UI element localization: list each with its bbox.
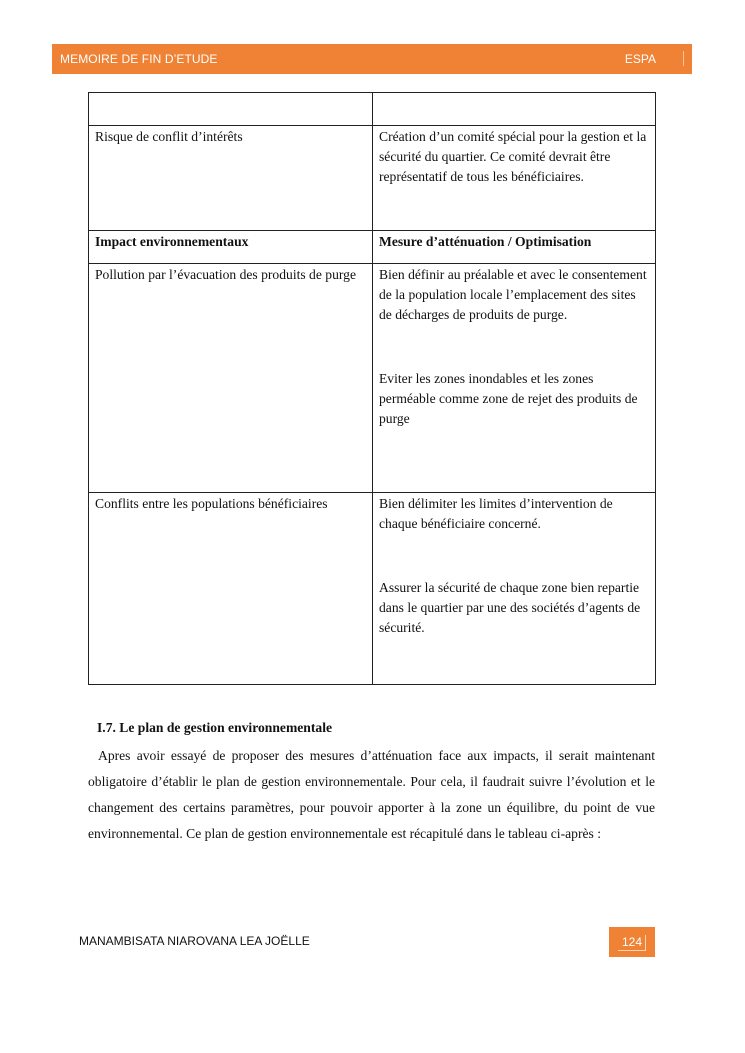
footer-author: MANAMBISATA NIAROVANA LEA JOËLLE [79, 934, 310, 948]
measure-paragraph: Bien définir au préalable et avec le consentement de la population locale l’emplacement des sites de décharges de produits de purge. [379, 267, 647, 322]
section-title: I.7. Le plan de gestion environnementale [97, 720, 333, 735]
page-number-box [609, 927, 655, 957]
table-cell-measure [373, 264, 656, 493]
table-row [89, 493, 656, 685]
measure-paragraph: Eviter les zones inondables et les zones perméable comme zone de rejet des produits de purge [379, 371, 638, 426]
table-row [89, 264, 656, 493]
mitigation-table [88, 92, 656, 685]
page-number: 124 [618, 935, 646, 951]
measure-paragraph: Bien délimiter les limites d’intervention de chaque bénéficiaire concerné. [379, 496, 613, 531]
table-row [89, 126, 656, 231]
table-cell-impact [89, 93, 373, 126]
table-cell-measure [373, 93, 656, 126]
table-cell-impact: Conflits entre les populations bénéficiaires [89, 493, 373, 685]
table-header-row [89, 231, 656, 264]
header-school: ESPA [624, 52, 656, 66]
table-header-impact: Impact environnementaux [89, 231, 373, 264]
header-divider [683, 51, 684, 66]
section-body: Apres avoir essayé de proposer des mesures d’atténuation face aux impacts, il serait maintenant obligatoire d’établir le plan de gestion environnementale. Pour cela, il faudrait suivre l’évolution et le changement des certains paramètres, pour pouvoir apporter à la zone un équilibre, du point de vue environnemental. Ce plan de gestion environnementale est récapitulé dans le tableau ci-après : [88, 748, 655, 841]
table-cell-measure [373, 493, 656, 685]
header-title: MEMOIRE DE FIN D’ETUDE [60, 52, 218, 66]
measure-paragraph: Assurer la sécurité de chaque zone bien repartie dans le quartier par une des sociétés d’agents de sécurité. [379, 580, 641, 635]
table-cell-measure: Création d’un comité spécial pour la gestion et la sécurité du quartier. Ce comité devrait être représentatif de tous les bénéficiaires. [373, 126, 656, 231]
table-header-measure: Mesure d’atténuation / Optimisation [373, 231, 656, 264]
table-cell-impact: Risque de conflit d’intérêts [89, 126, 373, 231]
page-header [52, 44, 692, 74]
table-row [89, 93, 656, 126]
table-cell-impact: Pollution par l’évacuation des produits de purge [89, 264, 373, 493]
